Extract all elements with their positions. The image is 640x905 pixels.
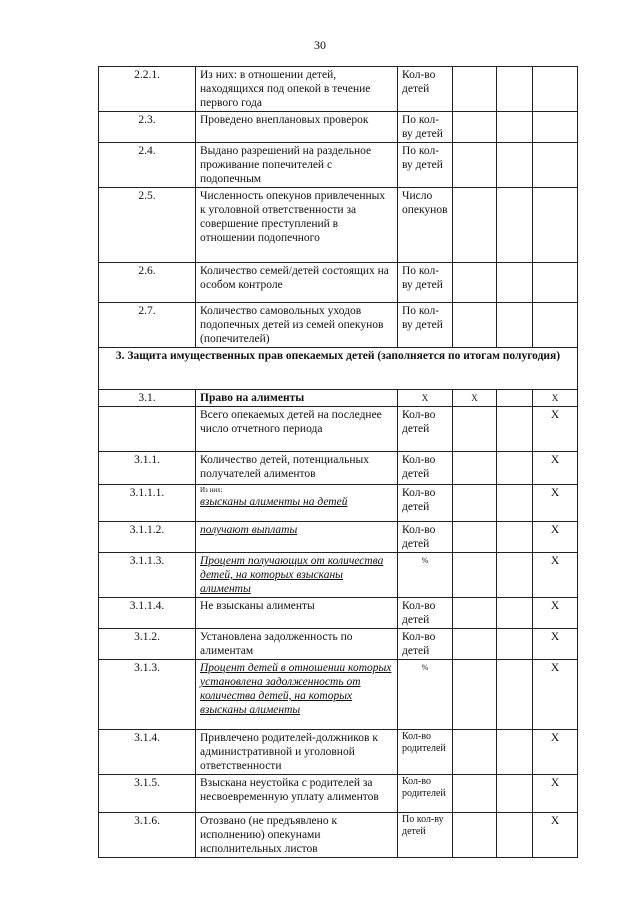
- x-mark: X: [533, 730, 578, 775]
- unit-cell: Кол-во родителей: [398, 730, 453, 775]
- unit-cell: Кол-во детей: [398, 598, 453, 629]
- row-label: Численность опекунов привлеченных к уголовной ответственности за совершение преступлений в отношении подопечного: [196, 188, 398, 263]
- unit-cell: Кол-во детей: [398, 407, 453, 452]
- row-label: [196, 660, 398, 730]
- x-mark: X: [533, 553, 578, 598]
- value-cell: [497, 522, 533, 553]
- x-mark: X: [533, 775, 578, 813]
- value-cell: [497, 775, 533, 813]
- row-label: [196, 522, 398, 553]
- value-cell: [533, 263, 578, 303]
- x-mark: X: [533, 629, 578, 660]
- value-cell: [453, 629, 497, 660]
- value-cell: [453, 407, 497, 452]
- row-label: Установлена задолженность по алиментам: [196, 629, 398, 660]
- section-header-row: [99, 348, 578, 390]
- row-label-italic: Процент детей в отношении которых установлена задолженность от количества детей, на которых взысканы алименты: [200, 662, 392, 716]
- row-number: 2.2.1.: [99, 67, 196, 112]
- value-cell: [453, 522, 497, 553]
- row-number: 3.1.2.: [99, 629, 196, 660]
- row-number: 2.6.: [99, 263, 196, 303]
- unit-cell: По кол-ву детей: [398, 112, 453, 143]
- row-label: Не взысканы алименты: [196, 598, 398, 629]
- unit-cell: [398, 660, 453, 730]
- value-cell: [453, 303, 497, 348]
- unit-cell: По кол-ву детей: [398, 303, 453, 348]
- x-mark: X: [533, 485, 578, 522]
- page-number: 30: [314, 38, 326, 52]
- row-label: Проведено внеплановых проверок: [196, 112, 398, 143]
- value-cell: [497, 485, 533, 522]
- table-row: [99, 598, 578, 629]
- row-number: 3.1.1.4.: [99, 598, 196, 629]
- table-row: [99, 775, 578, 813]
- row-label: [196, 485, 398, 522]
- value-cell: [497, 303, 533, 348]
- table-row: [99, 660, 578, 730]
- unit-cell: Кол-во родителей: [398, 775, 453, 813]
- row-number: 2.4.: [99, 143, 196, 188]
- row-label: Выдано разрешений на раздельное проживание попечителей с подопечным: [196, 143, 398, 188]
- value-cell: [533, 112, 578, 143]
- row-label: Количество самовольных уходов подопечных детей из семей опекунов (попечителей): [196, 303, 398, 348]
- table-row: [99, 67, 578, 112]
- row-number: 3.1.: [99, 390, 196, 407]
- report-table: [98, 66, 578, 858]
- unit-cell: Число опекунов: [398, 188, 453, 263]
- row-label: Из них: в отношении детей, находящихся под опекой в течение первого года: [196, 67, 398, 112]
- value-cell: [453, 188, 497, 263]
- table-row: [99, 629, 578, 660]
- table-row: [99, 730, 578, 775]
- row-number: 2.3.: [99, 112, 196, 143]
- row-number: 3.1.1.3.: [99, 553, 196, 598]
- value-cell: [453, 263, 497, 303]
- row-number: 3.1.5.: [99, 775, 196, 813]
- row-label: [196, 553, 398, 598]
- row-number: 3.1.1.2.: [99, 522, 196, 553]
- unit-cell: По кол-ву детей: [398, 263, 453, 303]
- value-cell: [497, 143, 533, 188]
- value-cell: [497, 730, 533, 775]
- value-cell: [453, 730, 497, 775]
- value-cell: [453, 660, 497, 730]
- row-number: 3.1.3.: [99, 660, 196, 730]
- value-cell: [533, 188, 578, 263]
- row-prefix: Из них:: [200, 486, 223, 494]
- x-mark: X: [398, 390, 453, 407]
- unit-cell: Кол-во детей: [398, 629, 453, 660]
- value-cell: [453, 143, 497, 188]
- table-row: [99, 188, 578, 263]
- x-mark: X: [533, 598, 578, 629]
- value-cell: [533, 143, 578, 188]
- row-number: [99, 407, 196, 452]
- row-label: Всего опекаемых детей на последнее число отчетного периода: [196, 407, 398, 452]
- row-label: Количество семей/детей состоящих на особом контроле: [196, 263, 398, 303]
- value-cell: [453, 813, 497, 858]
- table-row: [99, 407, 578, 452]
- x-mark: X: [533, 452, 578, 485]
- row-number: 3.1.1.1.: [99, 485, 196, 522]
- unit-cell: По кол-ву детей: [398, 813, 453, 858]
- percent-unit: %: [421, 556, 429, 565]
- x-mark: X: [533, 813, 578, 858]
- table-row: [99, 263, 578, 303]
- value-cell: [497, 598, 533, 629]
- row-label: Количество детей, потенциальных получателей алиментов: [196, 452, 398, 485]
- table-row: [99, 485, 578, 522]
- unit-cell: Кол-во детей: [398, 522, 453, 553]
- x-mark: X: [533, 407, 578, 452]
- percent-unit: %: [421, 663, 429, 672]
- value-cell: [497, 407, 533, 452]
- table-row: [99, 390, 578, 407]
- row-number: 3.1.4.: [99, 730, 196, 775]
- value-cell: [497, 553, 533, 598]
- row-label-italic: получают выплаты: [200, 524, 298, 536]
- table-row: [99, 452, 578, 485]
- row-number: 2.5.: [99, 188, 196, 263]
- value-cell: [497, 452, 533, 485]
- table-row: [99, 303, 578, 348]
- value-cell: [453, 112, 497, 143]
- value-cell: [533, 67, 578, 112]
- unit-cell: Кол-во детей: [398, 452, 453, 485]
- table-row: [99, 813, 578, 858]
- value-cell: [497, 112, 533, 143]
- x-mark: X: [533, 522, 578, 553]
- row-label-italic: взысканы алименты на детей: [200, 496, 348, 508]
- x-mark: X: [453, 390, 497, 407]
- row-label-italic: Процент получающих от количества детей, на которых взысканы алименты: [200, 555, 384, 595]
- row-number: 3.1.6.: [99, 813, 196, 858]
- unit-cell: Кол-во детей: [398, 485, 453, 522]
- unit-cell: [398, 553, 453, 598]
- value-cell: [453, 775, 497, 813]
- row-label: Привлечено родителей-должников к административной и уголовной ответственности: [196, 730, 398, 775]
- row-label: Право на алименты: [196, 390, 398, 407]
- value-cell: [453, 485, 497, 522]
- unit-cell: Кол-во детей: [398, 67, 453, 112]
- value-cell: [453, 452, 497, 485]
- x-mark: X: [533, 660, 578, 730]
- value-cell: [453, 598, 497, 629]
- value-cell: [497, 660, 533, 730]
- row-number: 3.1.1.: [99, 452, 196, 485]
- value-cell: [497, 188, 533, 263]
- table-row: [99, 143, 578, 188]
- value-cell: [497, 629, 533, 660]
- row-number: 2.7.: [99, 303, 196, 348]
- value-cell: [497, 67, 533, 112]
- value-cell: [453, 553, 497, 598]
- x-mark: X: [533, 390, 578, 407]
- value-cell: [497, 390, 533, 407]
- value-cell: [497, 263, 533, 303]
- row-label: Отозвано (не предъявлено к исполнению) опекунами исполнительных листов: [196, 813, 398, 858]
- table-row: [99, 522, 578, 553]
- value-cell: [497, 813, 533, 858]
- section-3-title: 3. Защита имущественных прав опекаемых детей (заполняется по итогам полугодия): [99, 348, 578, 390]
- table-row: [99, 553, 578, 598]
- value-cell: [453, 67, 497, 112]
- unit-cell: По кол-ву детей: [398, 143, 453, 188]
- value-cell: [533, 303, 578, 348]
- row-label: Взыскана неустойка с родителей за несвоевременную уплату алиментов: [196, 775, 398, 813]
- table-row: [99, 112, 578, 143]
